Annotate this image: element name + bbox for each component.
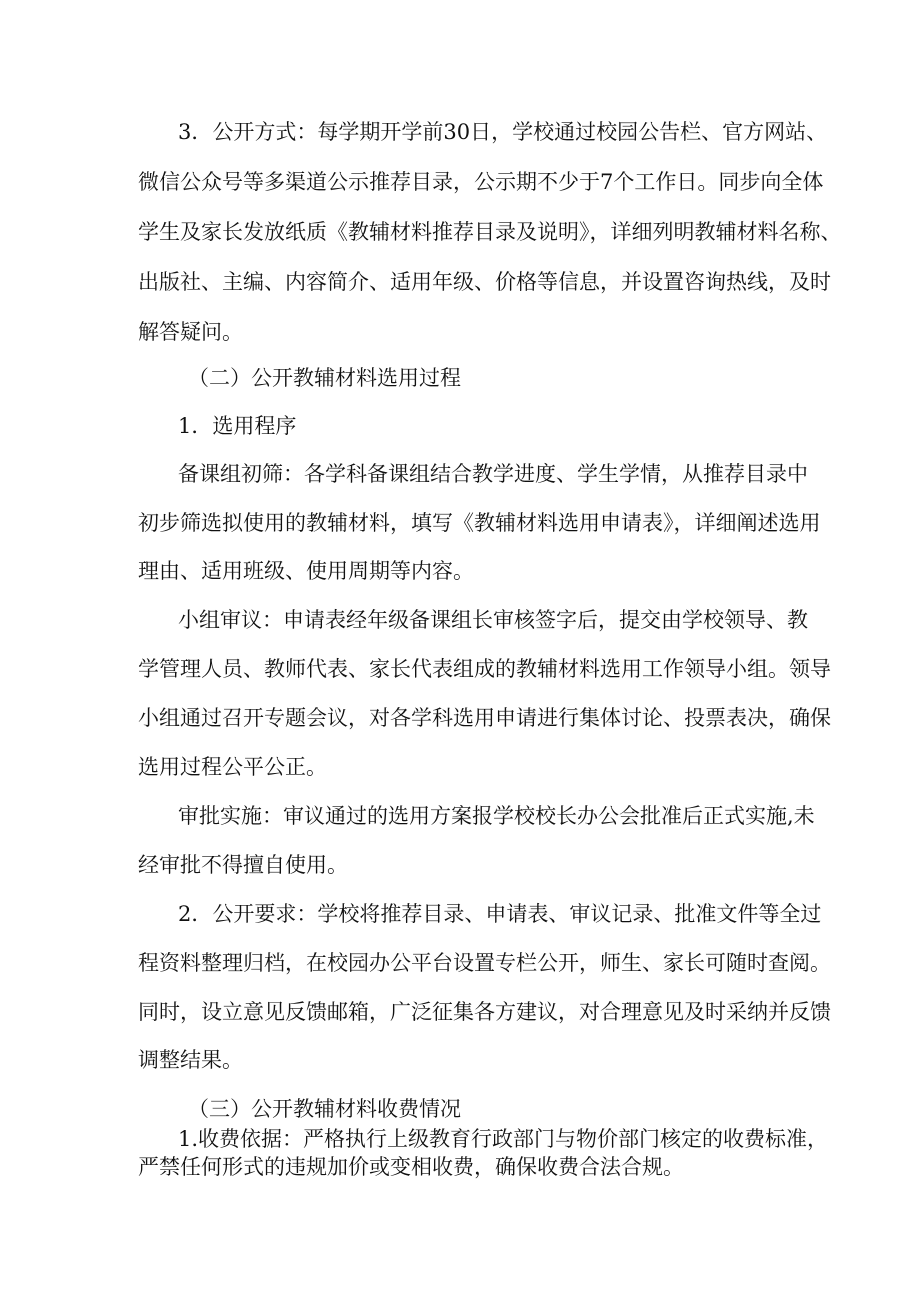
paragraph-disclosure-method-line-1: 3．公开方式：每学期开学前30日，学校通过校园公告栏、官方网站、 xyxy=(178,120,828,144)
paragraph-prelim-screening-line-3: 理由、适用班级、使用周期等内容。 xyxy=(138,559,474,583)
paragraph-disclosure-requirements-line-4: 调整结果。 xyxy=(138,1048,243,1072)
paragraph-disclosure-method-line-3: 学生及家长发放纸质《教辅材料推荐目录及说明》，详细列明教辅材料名称、 xyxy=(138,220,842,244)
paragraph-disclosure-method-line-4: 出版社、主编、内容简介、适用年级、价格等信息，并设置咨询热线，及时 xyxy=(138,270,831,294)
subheading-selection-procedure: 1．选用程序 xyxy=(178,414,297,438)
paragraph-disclosure-method-line-5: 解答疑问。 xyxy=(138,320,243,344)
paragraph-disclosure-requirements-line-3: 同时，设立意见反馈邮箱，广泛征集各方建议，对合理意见及时采纳并反馈 xyxy=(138,1000,831,1024)
paragraph-fee-basis-line-1: 1.收费依据：严格执行上级教育行政部门与物价部门核定的收费标准， xyxy=(178,1127,829,1151)
section-heading-selection-process: （二）公开教辅材料选用过程 xyxy=(188,366,461,390)
paragraph-group-review-line-4: 选用过程公平公正。 xyxy=(138,755,327,779)
paragraph-group-review-line-3: 小组通过召开专题会议，对各学科选用申请进行集体讨论、投票表决，确保 xyxy=(138,706,831,730)
paragraph-approval-line-1: 审批实施：审议通过的选用方案报学校校长办公会批准后正式实施,未 xyxy=(178,804,815,828)
paragraph-disclosure-method-line-2: 微信公众号等多渠道公示推荐目录，公示期不少于7个工作日。同步向全体 xyxy=(138,170,824,194)
paragraph-fee-basis-line-2: 严禁任何形式的违规加价或变相收费，确保收费合法合规。 xyxy=(138,1155,684,1179)
paragraph-group-review-line-2: 学管理人员、教师代表、家长代表组成的教辅材料选用工作领导小组。领导 xyxy=(138,657,831,681)
paragraph-disclosure-requirements-line-2: 程资料整理归档，在校园办公平台设置专栏公开，师生、家长可随时查阅。 xyxy=(138,951,831,975)
paragraph-approval-line-2: 经审批不得擅自使用。 xyxy=(138,853,348,877)
section-heading-fees: （三）公开教辅材料收费情况 xyxy=(188,1097,461,1121)
paragraph-disclosure-requirements-line-1: 2．公开要求：学校将推荐目录、申请表、审议记录、批准文件等全过 xyxy=(178,902,822,926)
paragraph-prelim-screening-line-1: 备课组初筛：各学科备课组结合教学进度、学生学情，从推荐目录中 xyxy=(178,462,808,486)
paragraph-group-review-line-1: 小组审议：申请表经年级备课组长审核签字后，提交由学校领导、教 xyxy=(178,608,808,632)
paragraph-prelim-screening-line-2: 初步筛选拟使用的教辅材料，填写《教辅材料选用申请表》，详细阐述选用 xyxy=(138,511,821,535)
